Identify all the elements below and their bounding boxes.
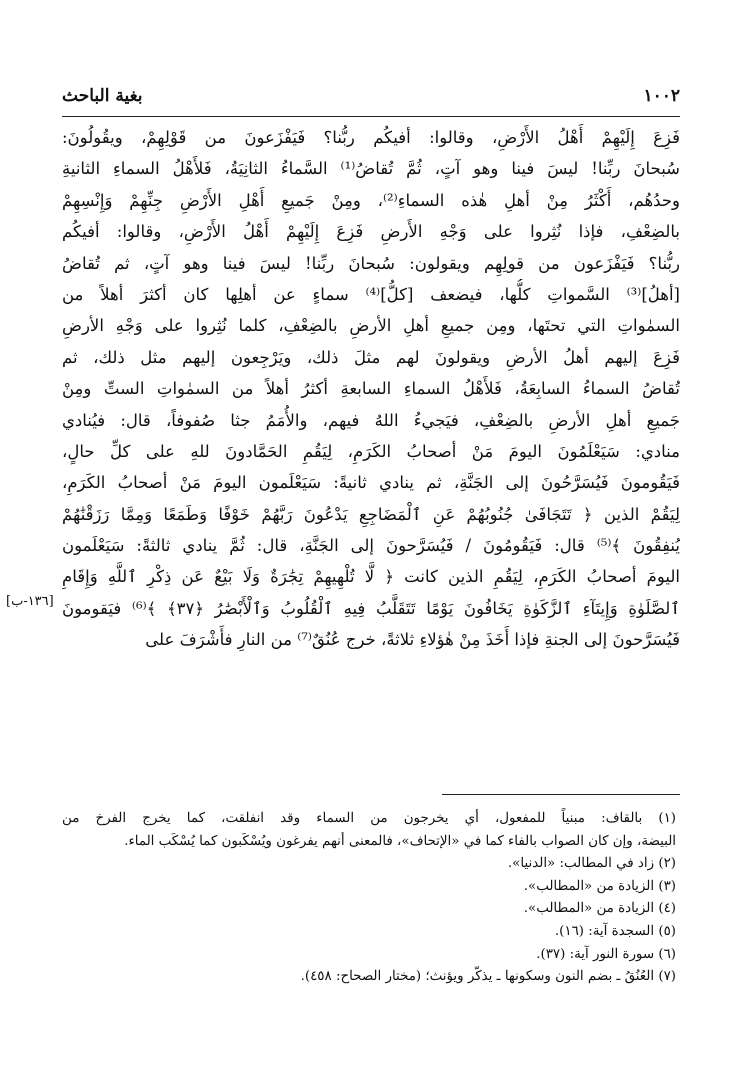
text-line: السمٰواتِ التي تحتَها، ومِن جميعِ أهلِ الأرضِ بالضِعْفِ، كلما نُثِروا على وَجْهِ الأرضِ	[62, 316, 680, 336]
text-line: منادي: سَيَعْلَمُونَ اليومَ مَنْ أصحابُ الكَرَمِ، لِيَقُمِ الحَمَّادونَ للهِ على كلِّ حالٍ،	[62, 441, 680, 461]
header-rule	[62, 116, 680, 117]
text-line: فَيُسَرَّحونَ إلى الجنةِ فإذا أَخَذَ مِنْ هٰؤلاءِ ثلاثةً، خرج عُنُقٌ⁽⁷⁾ من النارِ فأَشْرَفَ على	[145, 630, 680, 650]
footnote-line: (٦) سورة النور آية: (٣٧).	[536, 946, 676, 962]
main-text	[62, 122, 680, 656]
footnote-line: (١) بالقاف: مبنياً للمفعول، أي يخرجون من السماء وقد انفلقت، كما يخرج الفرخ من	[62, 811, 676, 826]
text-line: فَزِعَ إليهم أهلُ الأرضِ ويقولونَ لهم مثلَ ذلك، ويَرْجِعون إليهم مثل ذلك، ثم	[62, 347, 680, 367]
footnotes	[62, 808, 680, 989]
manuscript-folio-marker: [١٣٦-ب]	[6, 594, 54, 609]
footnote-line: (٢) زاد في المطالب: «الدنيا».	[507, 856, 676, 872]
text-line: ربُّنا؟ فَيَفْزَعون من قولِهِم ويقولون: سُبحانَ ربِّنا! ليسَ فينا وهو آتٍ، ثم تُقاضُ	[62, 253, 680, 273]
book-title: بغية الباحث	[62, 86, 143, 106]
text-line: جَميعِ أهلِ الأرضِ بالضِعْفِ، فيَجيءُ اللهُ فيهم، والأُمَمُ جثا صُفوفاً، قال: فيُنادي	[62, 410, 680, 430]
text-line: يُنفِقُونَ ﴾⁽⁵⁾ قال: فَيَقُومُونَ / فَيُسَرَّحونَ إلى الجَنَّةِ، قال: ثُمَّ ينادي ثالثةً: سَيَعْلَمون	[62, 536, 680, 556]
footnote-line: (٧) العُنُقُ ـ بضم النون وسكونها ـ يذكَّر ويؤنث؛ (مختار الصحاح: ٤٥٨).	[300, 969, 676, 985]
text-line: سُبحانَ ربِّنا! ليسَ فينا وهو آتٍ، ثُمَّ تُقاضُ⁽¹⁾ السَّماءُ الثانِيَةُ، فَلأَهْلُ السماءِ الثانيةِ	[62, 159, 680, 179]
footnote-separator	[442, 794, 680, 795]
text-line: تُقاضُ السماءُ السابِعَةُ، فَلأَهْلُ السماءِ السابعةِ أكثرُ أهلاً من السمٰواتِ الستِّ ومِنْ	[62, 379, 680, 399]
footnote-line: (٣) الزيادة من «المطالب».	[523, 878, 676, 894]
footnote-line: (٥) السجدة آية: (١٦).	[554, 923, 676, 939]
text-line: فَزِعَ إِلَيْهِمْ أَهْلُ الأَرْضِ، وقالوا: أفيكُم ربُّنا؟ فَيَفْزَعونَ من قَوْلِهِمْ، ويقُولُونَ:	[62, 128, 680, 147]
text-line: ٱلصَّلَوٰةِ وَإِيتَآءِ ٱلزَّكَوٰةِ يَخَافُونَ يَوْمًا تَتَقَلَّبُ فِيهِ ٱلْقُلُوبُ وَٱلْأَبْصَٰرُ ﴿٣٧﴾ ﴾⁽⁶⁾ فيَقومونَ	[62, 598, 680, 618]
text-line: فَيَقُومونَ فَيُسَرَّحُونَ إلى الجَنَّةِ، ثم ينادي ثانيةً: سَيَعْلَمون اليومَ مَنْ أصحابُ الكَرَمِ،	[62, 473, 680, 493]
text-line: اليومَ أصحابُ الكَرَمِ، لِيَقُمِ الذين كانت ﴿ لَّا تُلْهِيهِمْ تِجَٰرَةٌ وَلَا بَيْعٌ عَن ذِكْرِ ٱللَّهِ وَإِقَامِ	[62, 567, 680, 587]
page-header	[62, 86, 680, 114]
footnote-line: البيضة، وإن كان الصواب بالفاء كما في «الإتحاف»، فالمعنى أنهم يفرغون ويُسْكَبون كما يُسْكَب الماء.	[124, 833, 676, 849]
text-line: وحدُهُم، أَكْثَرُ مِنْ أهلِ هٰذه السماءِ⁽²⁾، ومِنْ جَميعِ أَهْلِ الأَرْضِ جِنِّهِمْ وَإِنْسِهِمْ	[62, 190, 680, 210]
page-number: ١٠٠٢	[643, 86, 680, 106]
text-line: لِيَقُمْ الذين ﴿ تَتَجَافَىٰ جُنُوبُهُمْ عَنِ ٱلْمَضَاجِعِ يَدْعُونَ رَبَّهُمْ خَوْفًا وَطَمَعًا وَمِمَّا رَزَقْنَٰهُمْ	[62, 504, 680, 524]
text-line: [أهلُ]⁽³⁾ السَّمواتِ كلُّها، فيضعف [كلُّ]⁽⁴⁾ سماءٍ عن أهلِها كان أكثرَ أهلاً من	[62, 284, 680, 304]
text-line: بالضِعْفِ، فإذا نُثِروا على وَجْهِ الأَرضِ فَزِعَ إِلَيْهِمْ أَهْلُ الأَرْضِ، وقالوا: أفيكُم	[62, 222, 680, 242]
footnote-line: (٤) الزيادة من «المطالب».	[523, 901, 676, 917]
